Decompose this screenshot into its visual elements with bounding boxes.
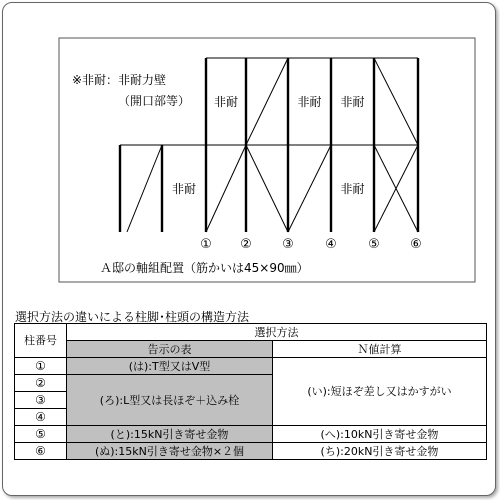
non-bearing-label-upper-2: 非耐 (297, 95, 322, 109)
notice-merged-cell: (ろ):L型又は長ほぞ＋込み栓 (67, 375, 273, 426)
n-value-cell: (へ):10kN引き寄せ金物 (273, 426, 487, 443)
non-bearing-label-lower-1: 非耐 (171, 182, 197, 196)
row-number: ⑥ (15, 443, 67, 460)
notice-cell: (は):T型又はV型 (67, 358, 273, 375)
row-number: ③ (15, 392, 67, 409)
column-marker-3: ③ (282, 237, 294, 252)
n-value-merged-cell: (い):短ほぞ差し又はかすがい (273, 358, 487, 426)
row-number: ② (15, 375, 67, 392)
non-bearing-label-upper-3: 非耐 (340, 95, 365, 109)
notice-cell: (ぬ):15kN引き寄せ金物×２個 (67, 443, 273, 460)
column-marker-4: ④ (325, 237, 337, 252)
notice-cell: (と):15kN引き寄せ金物 (67, 426, 273, 443)
non-bearing-label-upper-1: 非耐 (213, 95, 239, 109)
row-number: ④ (15, 409, 67, 426)
diagram-caption: Ａ邸の軸組配置（筋かいは45×90㎜） (100, 261, 309, 275)
column-base-method-table (14, 323, 487, 460)
column-marker-6: ⑥ (410, 237, 422, 252)
row-number: ① (15, 358, 67, 375)
row-number: ⑤ (15, 426, 67, 443)
header-selection-method: 選択方法 (67, 324, 487, 341)
header-column-number: 柱番号 (15, 324, 67, 358)
table-row (15, 443, 487, 460)
legend-note-line2: （開口部等） (118, 94, 191, 108)
header-notice-table: 告示の表 (67, 341, 273, 358)
table-title: 選択方法の違いによる柱脚･柱頭の構造方法 (15, 310, 250, 324)
lower-floor-frame (120, 145, 418, 232)
table-row (15, 358, 487, 375)
legend-note-line1: ※非耐：非耐力壁 (72, 73, 167, 87)
n-value-cell: (ち):20kN引き寄せ金物 (273, 443, 487, 460)
table-row (15, 426, 487, 443)
header-n-value-calc: Ｎ値計算 (273, 341, 487, 358)
column-marker-5: ⑤ (368, 237, 380, 252)
column-marker-1: ① (200, 237, 212, 252)
column-marker-2: ② (240, 237, 252, 252)
non-bearing-label-lower-2: 非耐 (340, 182, 365, 196)
